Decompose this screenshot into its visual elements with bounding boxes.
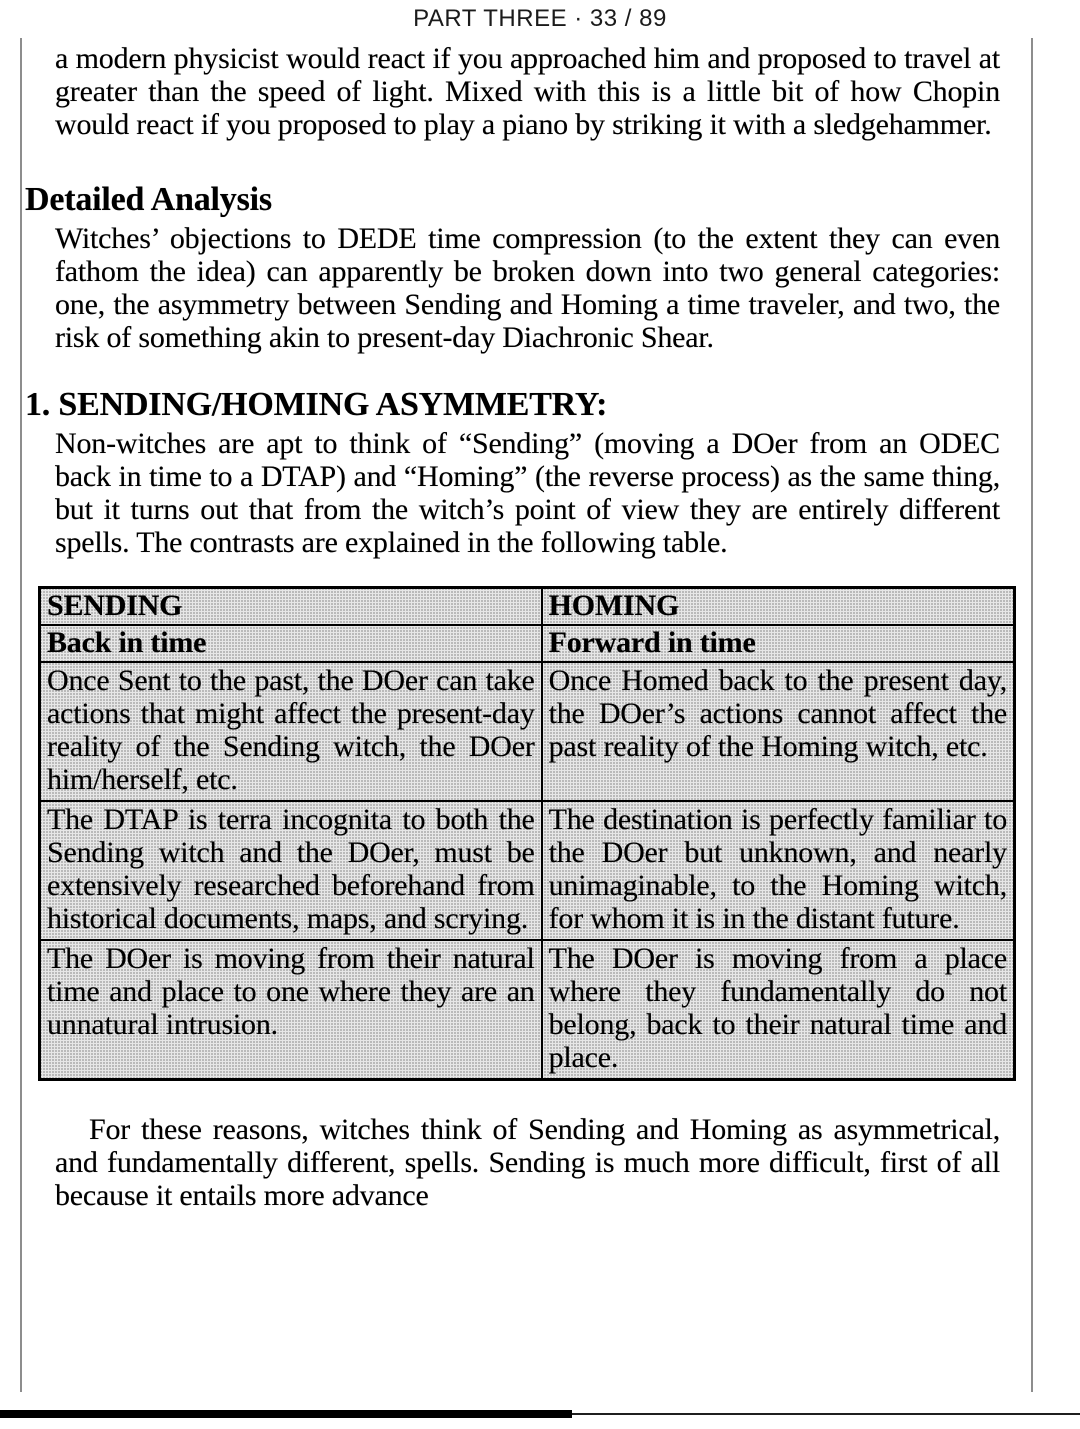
table-row [40, 940, 1015, 1080]
table-subheader-back-in-time: Back in time [40, 625, 542, 662]
reading-progress-bar[interactable] [0, 1410, 572, 1418]
paragraph-witches-objections: Witches’ objections to DEDE time compression (to the extent they can even fathom the idea) can apparently be broken down into two general categories: one, the asymmetry between Sending and Homing a time traveler, and two, the risk of something akin to present-day Diachronic Shear. [55, 222, 1000, 354]
page-header [0, 5, 1080, 33]
section-heading-detailed-analysis: Detailed Analysis [25, 181, 272, 218]
sending-homing-table [38, 586, 1016, 1081]
table-cell-homing-3: The DOer is moving from a place where they fundamentally do not belong, back to their natural time and place. [542, 940, 1015, 1080]
table-row [40, 662, 1015, 801]
table-header-homing: HOMING [542, 588, 1015, 626]
table-cell-homing-1: Once Homed back to the present day, the DOer’s actions cannot affect the past reality of the Homing witch, etc. [542, 662, 1015, 801]
chapter-page-label: PART THREE · 33 / 89 [413, 5, 667, 32]
paragraph-for-these-reasons: For these reasons, witches think of Sending and Homing as asymmetrical, and fundamentally different, spells. Sending is much more difficult, first of all because it entails more advance [55, 1113, 1000, 1212]
page-left-border [20, 38, 22, 1392]
table-cell-sending-1: Once Sent to the past, the DOer can take actions that might affect the present-day reality of the Sending witch, the DOer him/herself, etc. [40, 662, 542, 801]
paragraph-non-witches: Non-witches are apt to think of “Sending” (moving a DOer from an ODEC back in time to a DTAP) and “Homing” (the reverse process) as the same thing, but it turns out that from the witch’s point of view they are entirely different spells. The contrasts are explained in the following table. [55, 427, 1000, 559]
table-cell-sending-3: The DOer is moving from their natural time and place to one where they are an unnatural intrusion. [40, 940, 542, 1080]
paragraph-continuation: a modern physicist would react if you approached him and proposed to travel at greater than the speed of light. Mixed with this is a little bit of how Chopin would react if you proposed to play a piano by striking it with a sledgehammer. [55, 42, 1000, 141]
table-header-sending: SENDING [40, 588, 542, 626]
section-heading-sending-homing-asymmetry: 1. SENDING/HOMING ASYMMETRY: [25, 386, 608, 423]
table-cell-sending-2: The DTAP is terra incognita to both the Sending witch and the DOer, must be extensively researched beforehand from historical documents, maps, and scrying. [40, 801, 542, 940]
page-right-border [1031, 38, 1033, 1392]
table-cell-homing-2: The destination is perfectly familiar to the DOer but unknown, and nearly unimaginable, to the Homing witch, for whom it is in the distant future. [542, 801, 1015, 940]
table-header-row [40, 588, 1015, 626]
table-subheader-row [40, 625, 1015, 662]
table-row [40, 801, 1015, 940]
table-subheader-forward-in-time: Forward in time [542, 625, 1015, 662]
page-content [25, 42, 1016, 1212]
